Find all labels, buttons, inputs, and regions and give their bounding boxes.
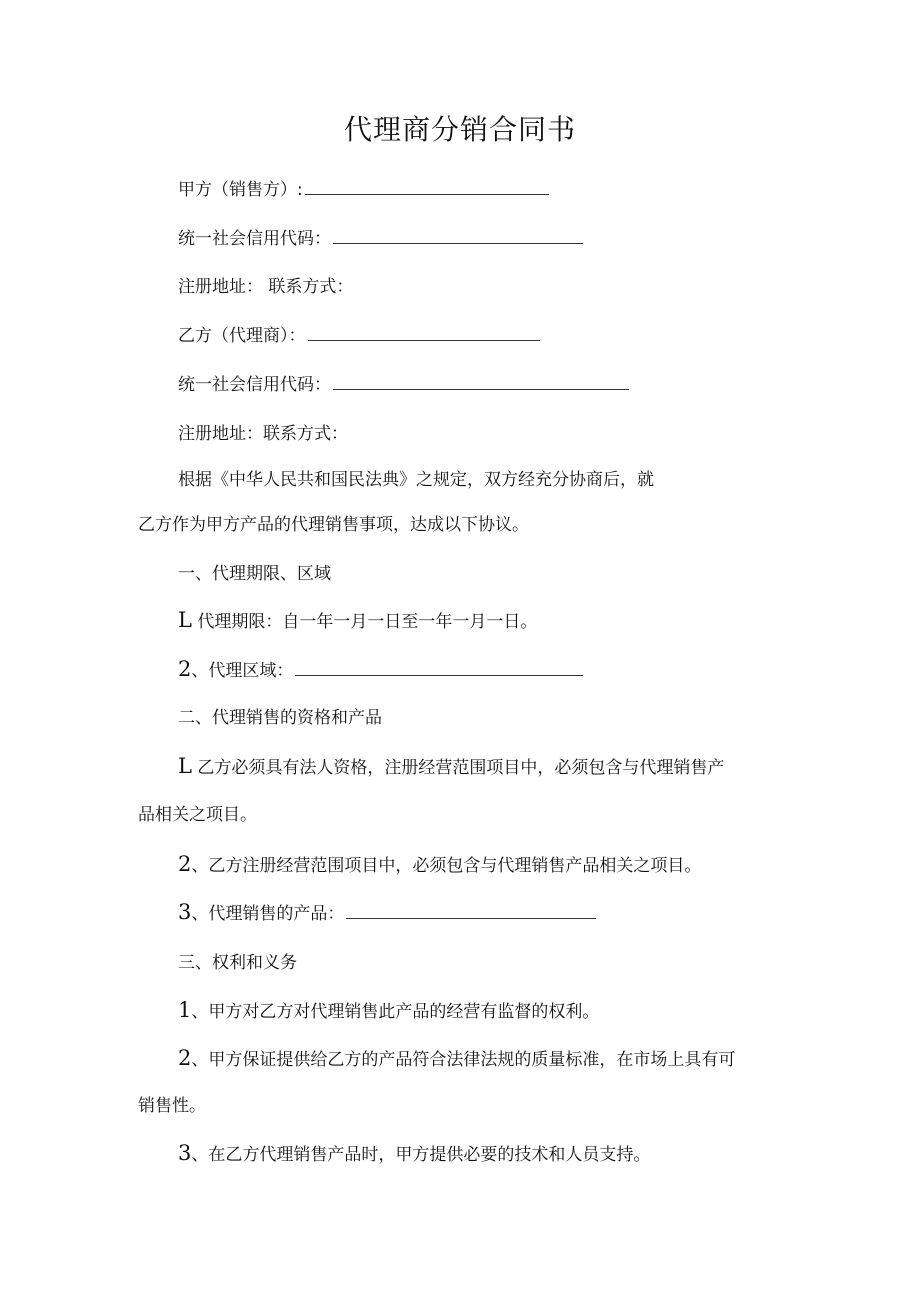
- section-1-item-2-text: 、代理区域：: [191, 661, 294, 681]
- document-title: 代理商分销合同书: [343, 113, 576, 146]
- section-3-item-2-text: 、甲方保证提供给乙方的产品符合法律法规的质量标准，在市场上具有可: [191, 1050, 736, 1070]
- section-3-item-2: [178, 1046, 735, 1072]
- party-b-line: [178, 323, 540, 348]
- section-1-item-2-blank: [295, 658, 583, 676]
- party-a-blank: [305, 177, 549, 195]
- section-2-item-3-blank: [346, 901, 596, 919]
- section-2-item-1-number: L: [178, 754, 192, 778]
- section-1-item-1-number: L: [178, 608, 192, 632]
- section-3-item-3-number: 3: [178, 1141, 192, 1165]
- section-2-heading: 二、代理销售的资格和产品: [178, 708, 382, 728]
- section-2-item-2-text: 、乙方注册经营范围项目中，必须包含与代理销售产品相关之项目。: [191, 856, 702, 876]
- party-b-address-contact: 注册地址：联系方式：: [178, 424, 348, 444]
- section-3-item-1-number: 1: [178, 998, 192, 1022]
- party-b-blank: [308, 323, 540, 341]
- party-a-credit-code-label: 统一社会信用代码：: [178, 229, 331, 249]
- section-2-item-2-number: 2: [178, 852, 192, 876]
- section-3-item-2-continued: 销售性。: [138, 1096, 206, 1116]
- party-b-label: 乙方（代理商）：: [178, 326, 306, 346]
- intro-line-2: 乙方作为甲方产品的代理销售事项，达成以下协议。: [138, 515, 529, 535]
- section-1-item-1: [178, 608, 537, 634]
- section-3-item-3-text: 、在乙方代理销售产品时，甲方提供必要的技术和人员支持。: [191, 1145, 651, 1165]
- section-3-item-1-text: 、甲方对乙方对代理销售此产品的经营有监督的权利。: [191, 1002, 600, 1022]
- section-3-item-2-number: 2: [178, 1046, 192, 1070]
- section-1-item-2: [178, 657, 583, 683]
- section-2-item-1-continued: 品相关之项目。: [138, 805, 257, 825]
- section-3-item-1: [178, 998, 599, 1024]
- party-a-credit-code-line: [178, 226, 583, 251]
- party-a-label: 甲方（销售方）:: [178, 180, 303, 200]
- party-a-address-contact: 注册地址： 联系方式：: [178, 277, 354, 297]
- section-3-heading: 三、权利和义务: [178, 953, 297, 973]
- section-2-item-2: [178, 852, 701, 878]
- intro-line-1: 根据《中华人民共和国民法典》之规定，双方经充分协商后，就: [178, 470, 654, 490]
- party-b-credit-code-blank: [333, 372, 629, 390]
- section-2-item-1: [178, 754, 724, 780]
- section-2-item-3-text: 、代理销售的产品：: [191, 904, 345, 924]
- section-2-item-3: [178, 900, 596, 926]
- section-1-heading: 一、代理期限、区域: [178, 564, 331, 584]
- party-a-credit-code-blank: [333, 226, 583, 244]
- section-2-item-3-number: 3: [178, 900, 192, 924]
- party-b-credit-code-line: [178, 372, 629, 397]
- section-1-item-2-number: 2: [178, 657, 192, 681]
- party-a-line: [178, 177, 549, 202]
- party-b-credit-code-label: 统一社会信用代码：: [178, 375, 331, 395]
- section-3-item-3: [178, 1141, 650, 1167]
- section-2-item-1-text: 乙方必须具有法人资格，注册经营范围项目中，必须包含与代理销售产: [197, 758, 725, 778]
- section-1-item-1-text: 代理期限：自一年一月一日至一年一月一日。: [197, 612, 538, 632]
